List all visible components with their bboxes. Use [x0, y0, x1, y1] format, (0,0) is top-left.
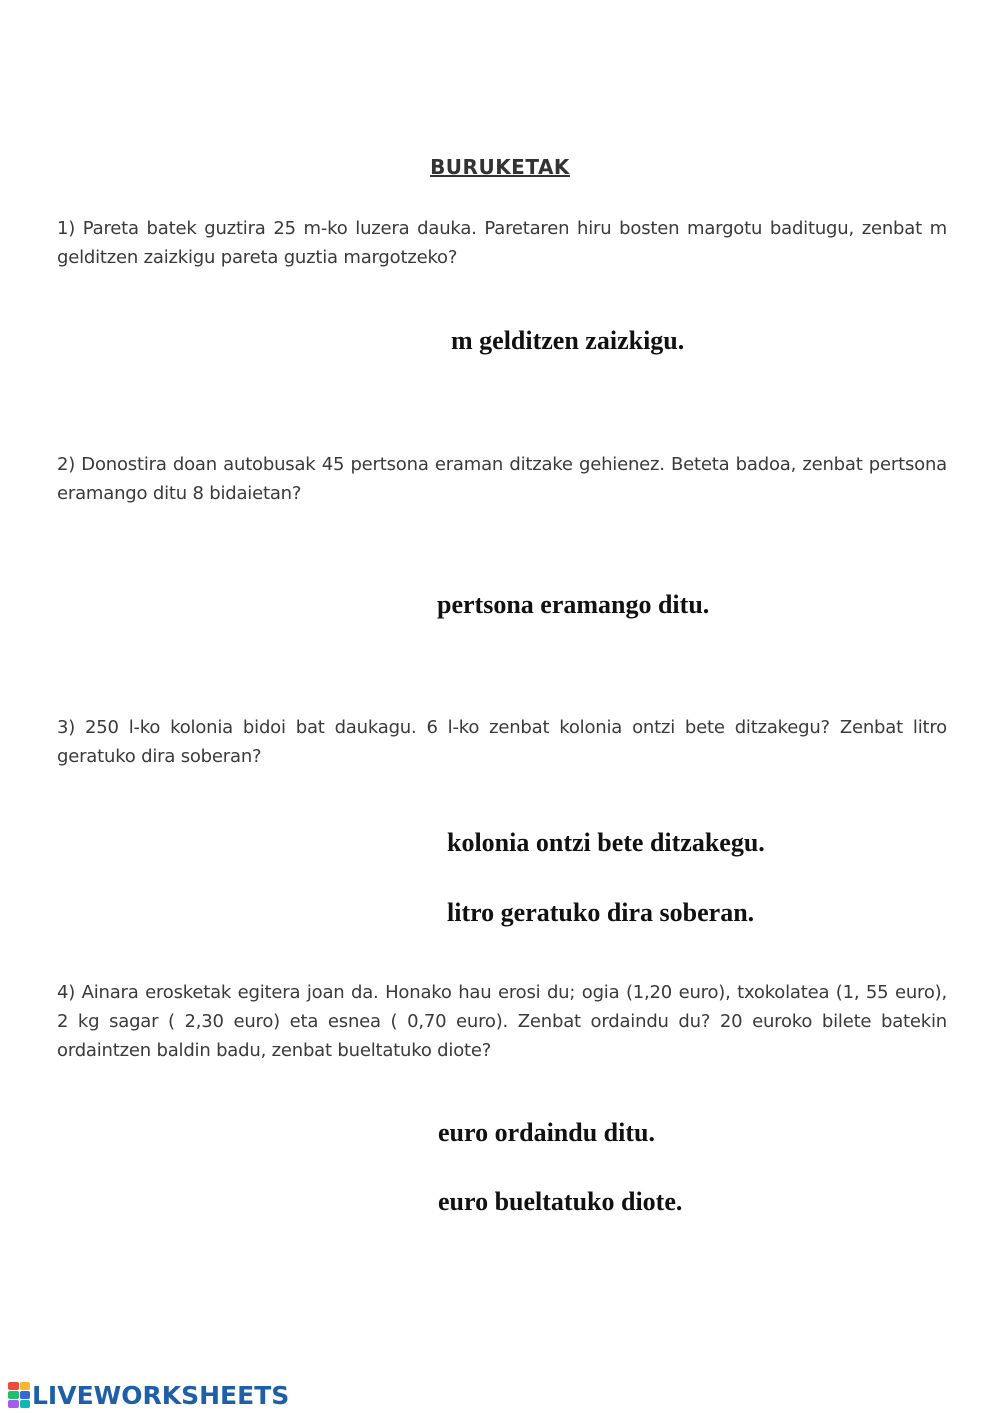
- logo-block: [8, 1391, 19, 1399]
- logo-block: [20, 1391, 31, 1399]
- logo-block: [20, 1382, 31, 1390]
- answer-3b-label: litro geratuko dira soberan.: [447, 898, 755, 927]
- answer-4a-label: euro ordaindu ditu.: [438, 1118, 655, 1147]
- logo-block: [8, 1400, 19, 1408]
- problem-4-text: 4) Ainara erosketak egitera joan da. Honako hau erosi du; ogia (1,20 euro), txokolatea (1, 55 euro), 2 kg sagar ( 2,30 euro) eta esnea ( 0,70 euro). Zenbat ordaindu du? 20 euroko bilete batekin ordaintzen baldin badu, zenbat bueltatuko diote?: [57, 982, 947, 1061]
- problem-2-text: 2) Donostira doan autobusak 45 pertsona eraman ditzake gehienez. Beteta badoa, zenbat pertsona eramango ditu 8 bidaietan?: [57, 454, 947, 504]
- logo-icon: [8, 1382, 30, 1408]
- answer-1-label: m gelditzen zaizkigu.: [451, 326, 685, 355]
- answer-4b-label: euro bueltatuko diote.: [438, 1187, 683, 1216]
- liveworksheets-logo: [8, 1380, 289, 1410]
- problem-3-text: 3) 250 l-ko kolonia bidoi bat daukagu. 6 l-ko zenbat kolonia ontzi bete ditzakegu? Zenbat litro geratuko dira soberan?: [57, 717, 947, 767]
- answer-2-label: pertsona eramango ditu.: [437, 590, 710, 619]
- logo-text: LIVEWORKSHEETS: [32, 1380, 290, 1410]
- problem-1-text: 1) Pareta batek guztira 25 m-ko luzera dauka. Paretaren hiru bosten margotu baditugu, zenbat m gelditzen zaizkigu pareta guztia margotzeko?: [57, 218, 947, 268]
- answer-3a-label: kolonia ontzi bete ditzakegu.: [447, 828, 765, 857]
- worksheet-title: BURUKETAK: [430, 155, 570, 179]
- logo-block: [8, 1382, 19, 1390]
- logo-block: [20, 1400, 31, 1408]
